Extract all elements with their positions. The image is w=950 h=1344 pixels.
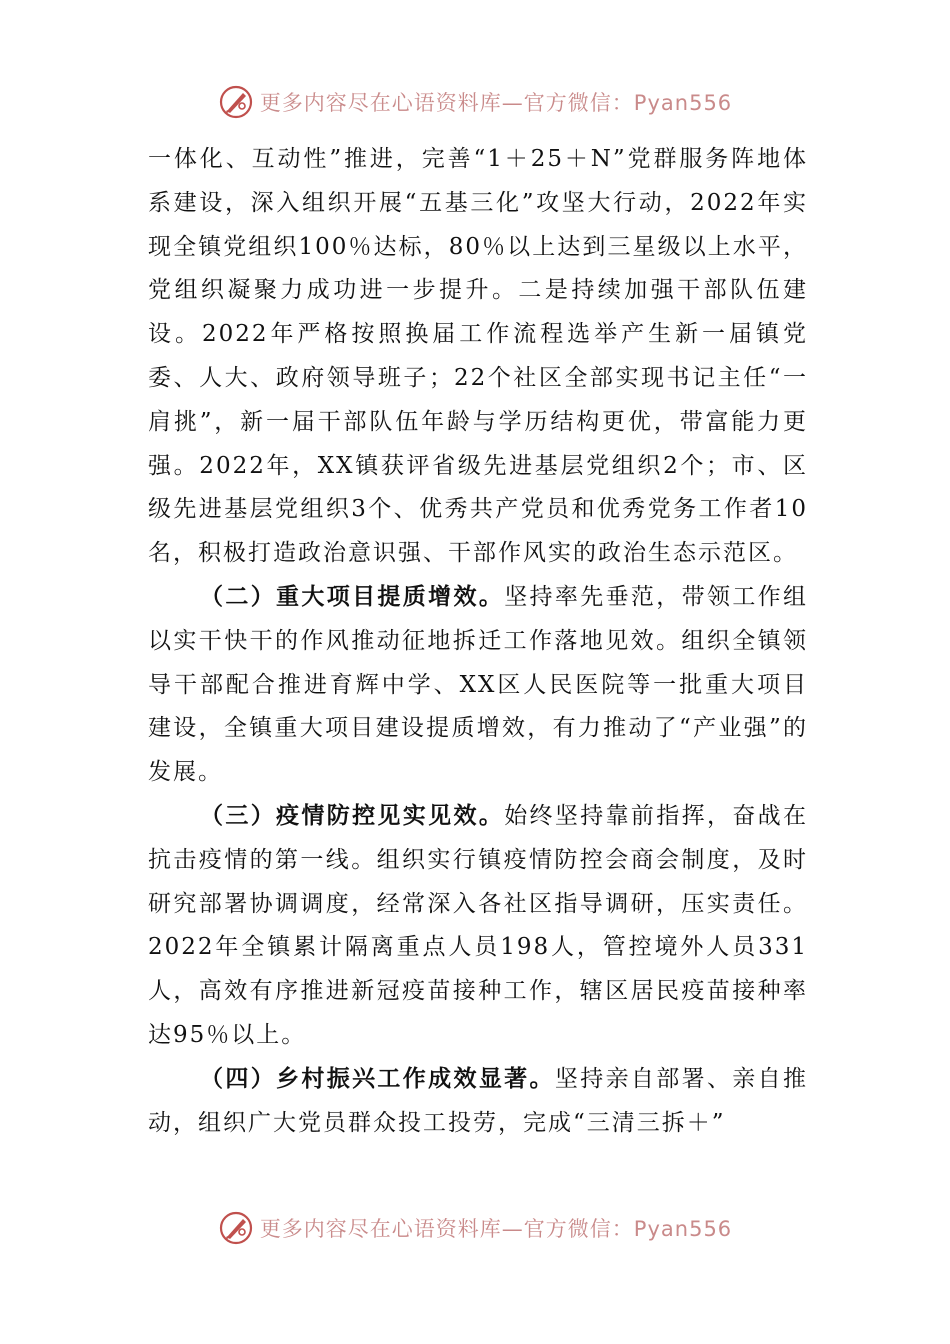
- section-heading: （三）疫情防控见实见效。: [200, 802, 505, 829]
- section-heading: （四）乡村振兴工作成效显著。: [200, 1065, 555, 1092]
- document-body: [148, 138, 808, 1145]
- paragraph-text: 坚持亲自部署、亲自推动，组织广大党员群众投工投劳，完成“三清三拆＋”: [148, 1065, 809, 1136]
- pen-circle-logo-icon: [218, 84, 254, 120]
- paragraph-text: 坚持率先垂范，带领工作组以实干快干的作风推动征地拆迁工作落地见效。组织全镇领导干部配合推进育辉中学、XX区人民医院等一批重大项目建设，全镇重大项目建设提质增效，有力推动了“产业强”的发展。: [148, 583, 809, 786]
- paragraph-epidemic-control: [148, 795, 808, 1058]
- watermark-text: 更多内容尽在心语资料库—官方微信：Pyan556: [259, 1217, 733, 1241]
- pen-circle-logo-icon: [218, 1210, 254, 1246]
- paragraph-text: 始终坚持靠前指挥，奋战在抗击疫情的第一线。组织实行镇疫情防控会商会制度，及时研究部署协调调度，经常深入各社区指导调研，压实责任。2022年全镇累计隔离重点人员198人，管控境外人员331人，高效有序推进新冠疫苗接种工作，辖区居民疫苗接种率达95％以上。: [148, 802, 809, 1048]
- section-heading: （二）重大项目提质增效。: [200, 583, 505, 610]
- paragraph-text: 一体化、互动性”推进，完善“1＋25＋N”党群服务阵地体系建设，深入组织开展“五基三化”攻坚大行动，2022年实现全镇党组织100％达标，80％以上达到三星级以上水平，党组织凝聚力成功进一步提升。二是持续加强干部队伍建设。2022年严格按照换届工作流程选举产生新一届镇党委、人大、政府领导班子；22个社区全部实现书记主任“一肩挑”，新一届干部队伍年龄与学历结构更优，带富能力更强。2022年，XX镇获评省级先进基层党组织2个；市、区级先进基层党组织3个、优秀共产党员和优秀党务工作者10名，积极打造政治意识强、干部作风实的政治生态示范区。: [148, 146, 808, 567]
- watermark-footer: [0, 1206, 950, 1250]
- watermark-text: 更多内容尽在心语资料库—官方微信：Pyan556: [259, 91, 733, 115]
- paragraph-rural-revitalization: [148, 1058, 808, 1146]
- watermark-header: [0, 80, 950, 124]
- paragraph-continuation: [148, 138, 808, 576]
- paragraph-major-projects: [148, 576, 808, 795]
